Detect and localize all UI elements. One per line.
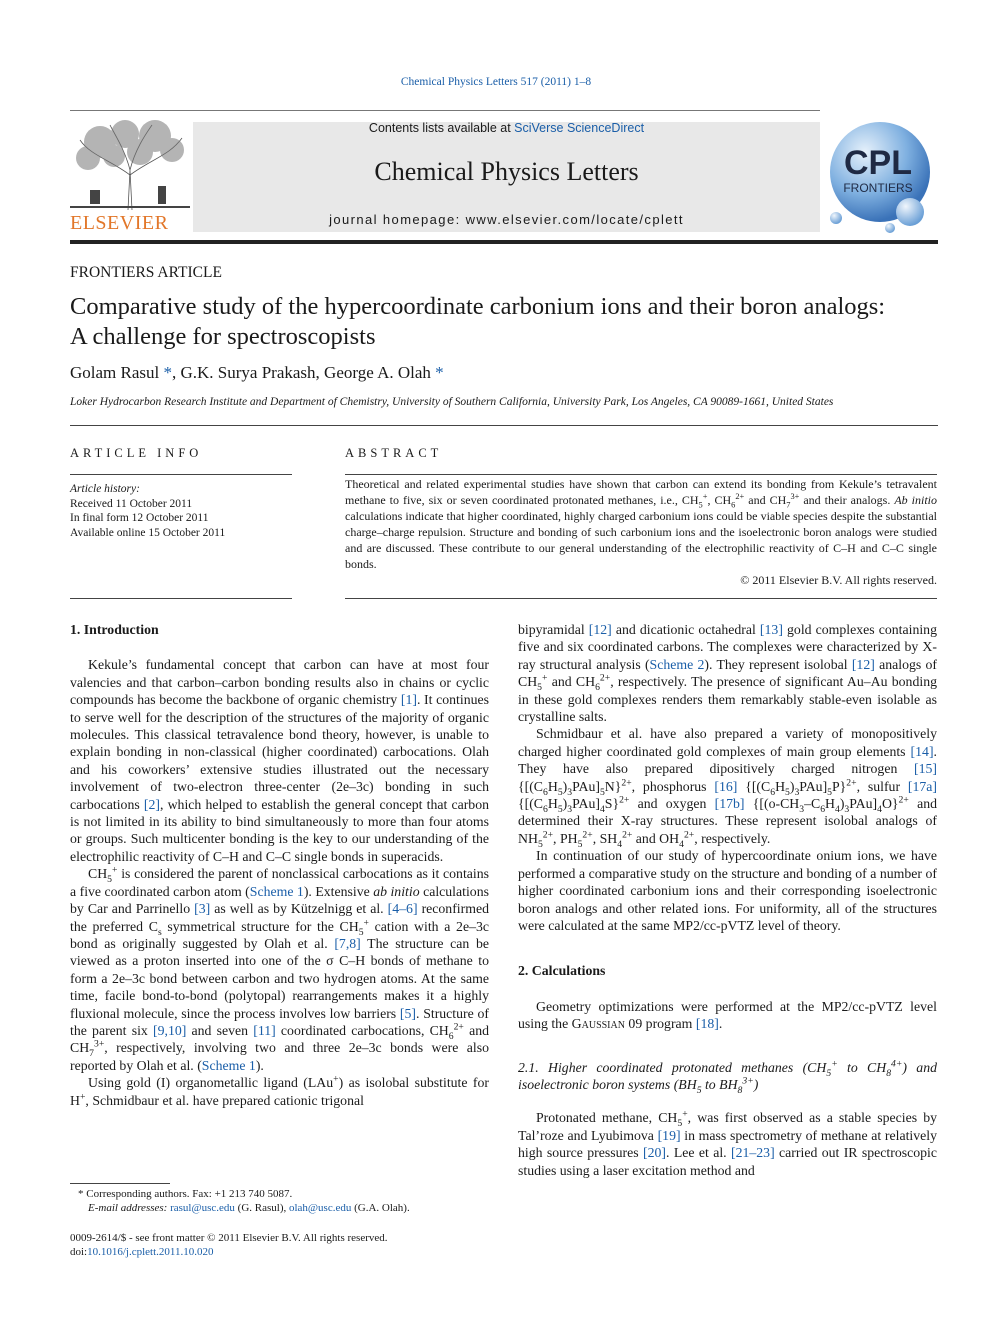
intro-paragraph-3: Using gold (I) organometallic ligand (LAu+) as isolobal substitute for H+, Schmidbaur et al. have prepared cationic trigonal <box>70 1073 489 1108</box>
contents-prefix: Contents lists available at <box>368 121 515 135</box>
history-label: Article history: <box>70 483 140 495</box>
article-history <box>70 482 225 540</box>
corresponding-note: * Corresponding authors. Fax: +1 213 740 5087. <box>78 1188 293 1200</box>
abstract-rule-bottom <box>345 598 937 599</box>
email-label: E-mail addresses: <box>88 1202 171 1214</box>
abstract-rule <box>345 474 937 475</box>
article-info-heading: ARTICLE INFO <box>70 446 203 460</box>
intro-paragraph-2: $CH_5^+$ is considered the parent of nonclassical carbocations as it contains a five coordinated carbon atom (Scheme 1). Extensive ab initio calculations by Car and Parrinello [3] as well as by Kützelnigg et al. [4–6] reconfirmed the preferred $C_s$ symmetrical structure for the $CH_5^+$ cation with a 2e–3c bond as originally suggested by Olah et al. [7,8] The structure can be viewed as a proton inserted into one of the σ C–H bonds of methane to form a 2e–3c bond between carbon and two hydrogen atoms. At the same time, facile bond-to-bond (polytopal) rearrangements makes it a highly fluxional molecule, since the process involves low barriers [5]. Structure of the parent six [9,10] and seven [11] coordinated carbocations, $CH_6^{2+}$ and $CH_7^{3+}$, respectively, involving two and three 2e–3c bonds were also reported by Olah et al. (Scheme 1). <box>70 864 490 1073</box>
divider <box>70 425 938 426</box>
publisher-logo-text: ELSEVIER <box>70 212 169 234</box>
revised-date: In final form 12 October 2011 <box>70 512 209 524</box>
front-matter <box>70 1231 490 1259</box>
homepage-url[interactable]: www.elsevier.com/locate/cplett <box>465 212 684 227</box>
header-rule <box>70 110 820 111</box>
homepage-prefix: journal homepage: <box>329 212 466 227</box>
cpl-logo-big: CPL <box>844 144 912 182</box>
author-rasul: Golam Rasul <box>70 363 160 382</box>
journal-homepage <box>193 212 820 227</box>
section-heading-introduction: 1. Introduction <box>70 622 159 637</box>
section-heading-calculations: 2. Calculations <box>518 963 606 979</box>
right-paragraph-2: Schmidbaur et al. have also prepared a variety of monopositively charged higher coordinated gold complexes of main group elements [14]. They have also prepared dipositively charged nitrogen [15] $\{[(C_6H_5)_3PAu]_5N\}^{2+}$, phosphorus [16] $\{[(C_6H_5)_3PAu]_5P\}^{2+}$, sulfur [17a] $\{[(C_6H_5)_3PAu]_4S\}^{2+}$ and oxygen [17b] $\{[(o-CH_3-C_6H_4)_3PAu]_4O\}^{2+}$ and determined their X-ray structures. These represent isolobal analogs of $NH_5^{2+}$, $PH_5^{2+}$, $SH_4^{2+}$ and $OH_4^{2+}$, respectively. <box>518 726 937 850</box>
contents-line <box>193 121 820 135</box>
cpl-logo-small: FRONTIERS <box>843 181 913 195</box>
issn-line: 0009-2614/$ - see front matter © 2011 Elsevier B.V. All rights reserved. <box>70 1232 388 1244</box>
article-type: FRONTIERS ARTICLE <box>70 264 222 281</box>
received-date: Received 11 October 2011 <box>70 497 193 510</box>
subsection-heading: 2.1. Higher coordinated protonated methanes ($CH_5^+$ to $CH_8^{4+}$) and isoelectronic boron systems ($BH_5$ to $BH_8^{3+}$) <box>518 1057 937 1096</box>
right-column <box>518 621 937 1179</box>
subsection-paragraph: Protonated methane, $CH_5^+$, was first observed as a stable species by Tal’roze and Lyubimova [19] in mass spectrometry of methane at relatively high source pressures [20]. Lee et al. [21–23] carried out IR spectroscopic studies using a laser excitation method and <box>518 1108 937 1178</box>
email-rasul-name: (G. Rasul), <box>234 1202 289 1214</box>
doi-label: doi: <box>70 1246 88 1258</box>
author-star-2[interactable]: * <box>435 363 444 382</box>
online-date: Available online 15 October 2011 <box>70 526 226 539</box>
title-line-1: Comparative study of the hypercoordinate carbonium ions and their boron analogs: <box>70 293 886 320</box>
right-paragraph-3: In continuation of our study of hypercoordinate onium ions, we have performed a comparative study on the structure and bonding of a number of higher coordinated carbonium ions and their corresponding isoelectronic boron analogs and other related ions. For uniformity, all of the structures were calculated at the same MP2/cc-pVTZ level of theory. <box>518 848 937 933</box>
footnote-rule <box>70 1183 170 1184</box>
email-rasul[interactable]: rasul@usc.edu <box>170 1202 235 1214</box>
author-list <box>70 363 444 383</box>
cpl-frontiers-logo <box>822 120 938 235</box>
email-line <box>78 1201 498 1215</box>
abstract-heading: ABSTRACT <box>345 446 443 460</box>
title-line-2: A challenge for spectroscopists <box>70 323 376 350</box>
info-rule-bottom <box>70 598 292 599</box>
abstract-copyright: © 2011 Elsevier B.V. All rights reserved. <box>740 573 937 587</box>
doi-link[interactable]: 10.1016/j.cplett.2011.10.020 <box>87 1246 214 1258</box>
doi-line <box>70 1245 490 1259</box>
header-thick-rule <box>70 240 938 244</box>
abstract-text: Theoretical and related experimental studies have shown that carbon can extend its bonding from Kekule’s tetravalent methane to five, six or seven coordinated protonated methanes, i.e., $CH_5^+$, $CH_6^{2+}$ and $CH_7^{3+}$ and their analogs. Ab initio calculations indicate that higher coordinated, highly charged carbonium ions could be viable species despite the substantial charge–charge repulsion. Structure and bonding of such carbonium ions and the isoelectronic boron analogs were studied and are discussed. These contribute to our general understanding of the electrophilic reactivity of C–H and C–C single bonds. © 2011 Elsevier B.V. All rights reserved. <box>345 477 937 587</box>
affiliation: Loker Hydrocarbon Research Institute and Department of Chemistry, University of Southern California, University Park, Los Angeles, CA 90089-1661, United States <box>70 396 834 408</box>
email-olah-name: (G.A. Olah). <box>351 1202 410 1214</box>
author-others: , G.K. Surya Prakash, George A. Olah <box>172 363 431 382</box>
intro-paragraph-1: Kekule’s fundamental concept that carbon can have at most four valencies and that carbon–carbon bonding results also in chains or cyclic compounds has become the backbone of organic chemistry [1]. It continues to serve well for the description of the structures of the majority of organic molecules. This classical tetravalence bond theory, however, is unable to explain bonding in non-classical (higher coordinated) carbocations. Olah and his coworkers’ extensive studies illustrated out the necessary involvement of two-electron three-center (2e–3c) bonding in such carbocations [2], which helped to establish the general concept that carbon is not limited in its ability to bind simultaneously to more than four atoms or groups. Such multicenter bonding is the key to our understanding of the electrophilic reactivity of C–H and C–C single bonds in superacids. <box>70 657 490 864</box>
calculations-paragraph: Geometry optimizations were performed at the MP2/cc-pVTZ level using the Gaussian 09 program [18]. <box>518 998 937 1032</box>
sciencedirect-link[interactable]: SciVerse ScienceDirect <box>514 121 645 135</box>
footnotes <box>78 1187 498 1215</box>
info-rule <box>70 474 292 475</box>
email-olah[interactable]: olah@usc.edu <box>288 1202 352 1214</box>
author-star-1[interactable]: * <box>163 363 172 382</box>
right-paragraph-1: bipyramidal [12] and dicationic octahedral [13] gold complexes containing five and six coordinated carbons. The complexes were characterized by X-ray structural analysis (Scheme 2). They represent isolobal [12] analogs of $CH_5^+$ and $CH_6^{2+}$, respectively. The presence of significant Au–Au bonding in these gold complexes renders them remarkably stable-even isolable as crystalline salts. <box>518 622 937 725</box>
left-column <box>70 621 489 1109</box>
elsevier-tree-logo <box>70 120 190 212</box>
running-head[interactable]: Chemical Physics Letters 517 (2011) 1–8 <box>400 76 592 88</box>
article-title <box>70 292 950 352</box>
journal-title: Chemical Physics Letters <box>374 157 639 186</box>
